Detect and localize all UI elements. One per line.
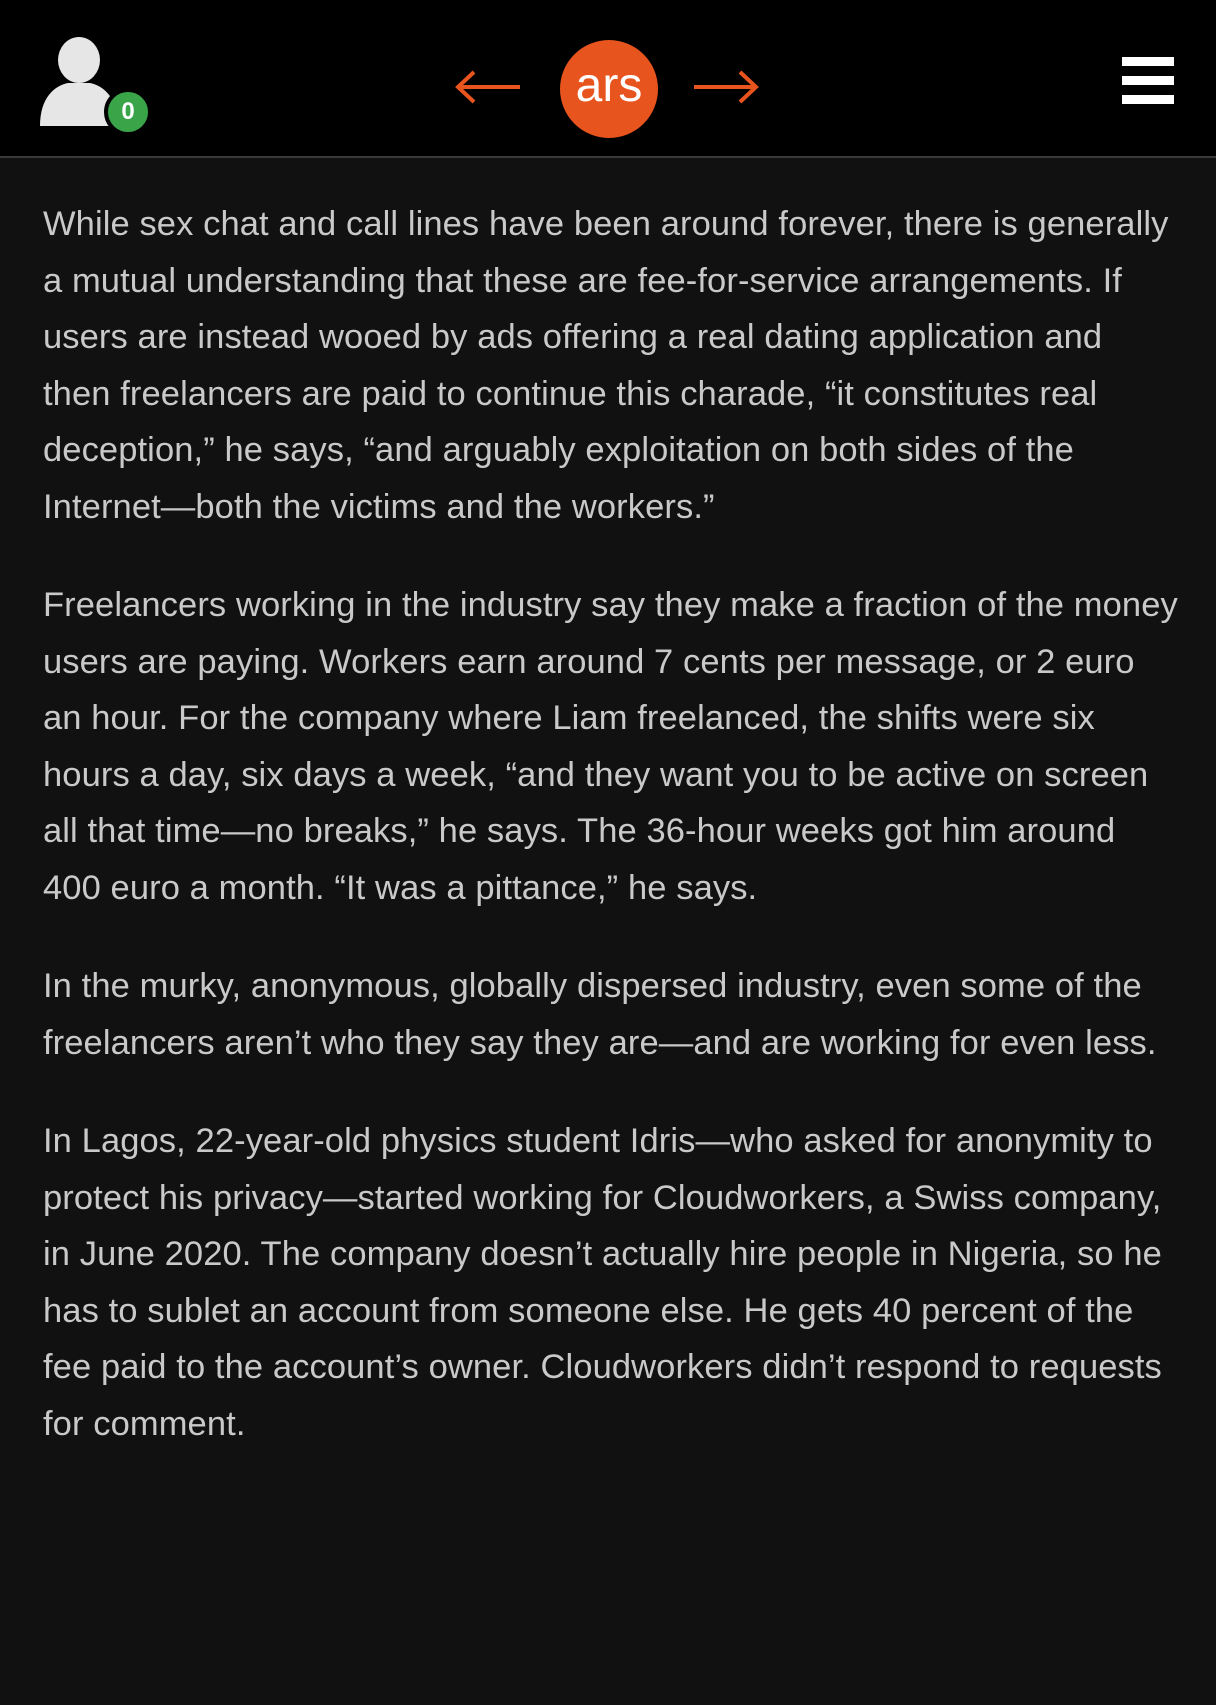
menu-line xyxy=(1122,57,1174,66)
user-account-button[interactable] xyxy=(38,36,158,136)
previous-article-button[interactable] xyxy=(452,62,524,112)
article-paragraph: While sex chat and call lines have been around forever, there is generally a mutual understanding that these are fee-for-service arrangements. If users are instead wooed by ads offering a real dating application and then freelancers are paid to continue this charade, “it constitutes real deception,” he says, “and arguably exploitation on both sides of the Internet—both the victims and the workers.” xyxy=(43,205,1169,526)
hamburger-menu-icon[interactable] xyxy=(1122,57,1176,113)
top-navigation-bar xyxy=(0,0,1216,158)
article-paragraph: In Lagos, 22-year-old physics student Idris—who asked for anonymity to protect his privacy—started working for Cloudworkers, a Swiss company, in June 2020. The company doesn’t actually hire people in Nigeria, so he has to sublet an account from someone else. He gets 40 percent of the fee paid to the account’s owner. Cloudworkers didn’t respond to requests for comment. xyxy=(43,1122,1162,1443)
menu-line xyxy=(1122,95,1174,104)
article-paragraph: Freelancers working in the industry say they make a fraction of the money users are paying. Workers earn around 7 cents per message, or 2 euro an hour. For the company where Liam freelanced, the shifts were six hours a day, six days a week, “and they want you to be active on screen all that time—no breaks,” he says. The 36-hour weeks got him around 400 euro a month. “It was a pittance,” he says. xyxy=(43,586,1178,907)
arrow-left-icon xyxy=(452,62,524,112)
menu-line xyxy=(1122,76,1174,85)
notification-count-badge: 0 xyxy=(104,88,152,136)
arrow-right-icon xyxy=(690,62,762,112)
next-article-button[interactable] xyxy=(690,62,762,112)
article-body xyxy=(43,196,1178,1494)
ars-logo[interactable]: ars xyxy=(560,40,658,138)
article-paragraph: In the murky, anonymous, globally dispersed industry, even some of the freelancers aren’t who they say they are—and are working for even less. xyxy=(43,967,1157,1062)
